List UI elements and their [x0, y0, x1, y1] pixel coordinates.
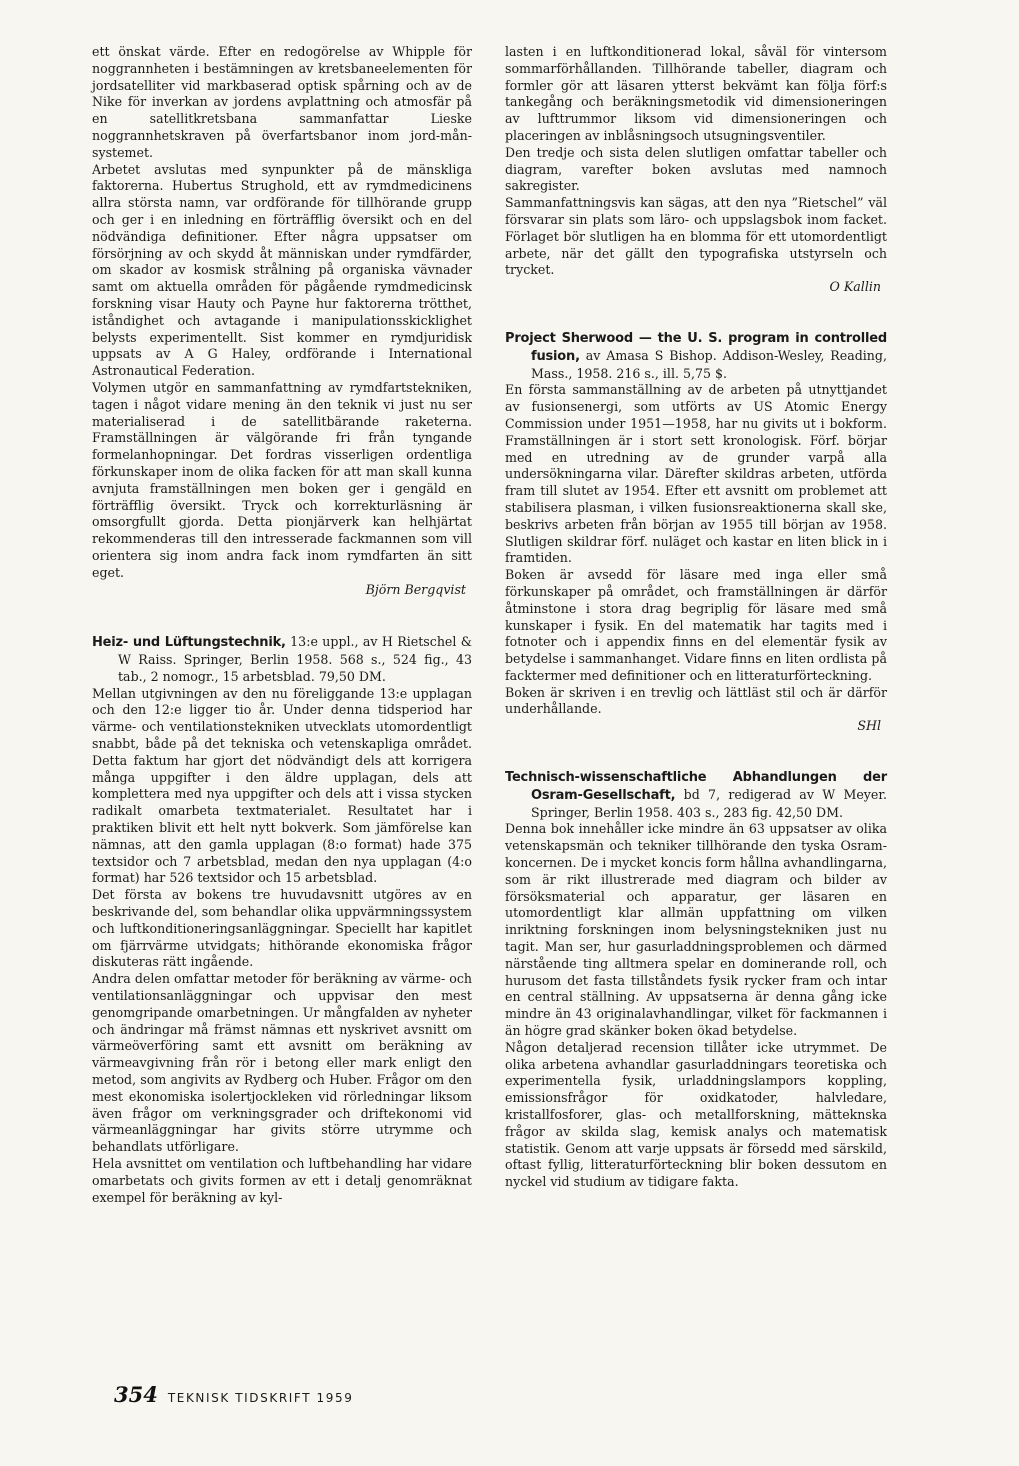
page-number: 354 — [114, 1382, 158, 1407]
reviewer-signature: O Kallin — [829, 279, 881, 295]
review-paragraph: Sammanfattningsvis kan sägas, att den nya ”Rietschel” väl försvarar sin plats som läro- och uppslagsbok inom facket. Förlaget bör slutligen ha en blomma för ett utomordentligt arbete, när det gällt den typografiska utstyrseln och trycket. — [505, 195, 887, 278]
article-continuation-paragraph: ett önskat värde. Efter en redogörelse av Whipple för noggrannheten i bestämningen av kretsbaneelementen för jordsatelliter vid markbaserad optisk spårning och av de Nike för inverkan av jordens avplattning och atmosfär på en satellitkretsbana sammanfattar Lieske noggrannhetskraven på överfartsbanor inom jord-mån-systemet. — [92, 44, 472, 160]
book-meta: av Amasa S Bishop. Addison-Wesley, Reading, Mass., 1958. 216 s., ill. 5,75 $. — [531, 347, 887, 381]
review-paragraph: Boken är skriven i en trevlig och lättläst stil och är därför underhållande. — [505, 684, 887, 717]
article-paragraph: Volymen utgör en sammanfattning av rymdfartstekniken, tagen i något vidare mening än den teknik vi just nu ser materialiserad i de satellitbärande raketerna. Framställningen är välgörande fri från tyngande formelanhopningar. Det fordras visserligen ordentliga förkunskaper inom de olika facken för att man skall kunna avnjuta framställningen men boken ger i gengäld en förträfflig översikt. Tryck och korrekturläsning är omsorgfullt gjorda. Detta pionjärverk kan helhjärtat rekommenderas till den intresserade fackmannen som vill orientera sig inom andra fack inom rymdfarten än sitt eget. — [92, 379, 472, 580]
review-paragraph: Andra delen omfattar metoder för beräkning av värme- och ventilationsanläggningar och uppvisar den mest genomgripande omarbetningen. Ur mångfalden av nyheter och ändringar må främst nämnas ett nyskrivet avsnitt om värmeöverföring samt ett avsnitt om beräkning av värmeavgivning från rör i betong eller mark enligt den metod, som angivits av Rydberg och Huber. Frågor om den mest ekonomiska isolertjockleken vid rörledningar liksom även frågor om verkningsgrader och driftekonomi vid värmeanläggningar har givits större utrymme och behandlats utförligare. — [92, 971, 472, 1155]
review-paragraph: Någon detaljerad recension tillåter icke utrymmet. De olika arbetena avhandlar gasurladdningars teoretiska och experimentella fysik, urladdningslampors koppling, emissionsfrågor för oxidkatoder, halvledare, kristallfosforer, glas- och metallforskning, mätteknska frågor av skilda slag, kemisk analys och matematisk statistik. Genom att varje uppsats är försedd med särskild, oftast fyllig, litteraturförteckning blir boken dessutom en nyckel vid studium av tidigare fakta. — [505, 1039, 887, 1190]
section-spacer — [505, 735, 887, 769]
reviewer-signature: Björn Bergqvist — [365, 581, 466, 597]
review-heiz-und-luftungstechnik — [92, 634, 472, 1206]
right-column — [505, 44, 887, 1191]
page-footer — [114, 1382, 354, 1407]
review-heading — [505, 330, 887, 382]
review-paragraph: Hela avsnittet om ventilation och luftbehandling har vidare omarbetats och givits formen av ett i detalj genomräknat exempel för beräkning av kyl- — [92, 1156, 472, 1205]
review-paragraph: Mellan utgivningen av den nu föreliggande 13:e upplagan och den 12:e ligger tio år. Under denna tidsperiod har värme- och ventilationstekniken utvecklats utomordentligt snabbt, både på det tekniska och vetenskapliga området. Detta faktum har gjort det nödvändigt dels att korrigera många uppgifter i den äldre upplagan, dels att komplettera med nya uppgifter och dels att i vissa stycken radikalt omarbeta textmaterialet. Resultatet har i praktiken blivit ett helt nytt bokverk. Som jämförelse kan nämnas, att den gamla upplagan (8:o format) hade 375 textsidor och 7 arbetsblad, medan den nya upplagan (4:o format) har 526 textsidor och 15 arbetsblad. — [92, 685, 472, 886]
review-paragraph: Den tredje och sista delen slutligen omfattar tabeller och diagram, varefter boken avslutas med namnoch sakregister. — [505, 144, 887, 194]
review-heading — [92, 634, 472, 685]
review-project-sherwood — [505, 330, 887, 735]
review-paragraph: Boken är avsedd för läsare med inga eller små förkunskaper på området, och framställningen är därför åtminstone i stora drag begriplig för läsare med små kunskaper i fysik. En del matematik har tagits med i fotnoter och i appendix finns en del elementär fysik av betydelse i sammanhanget. Vidare finns en liten ordlista på facktermer med definitioner och en litteraturförteckning. — [505, 567, 887, 683]
journal-name: TEKNISK TIDSKRIFT 1959 — [167, 1391, 354, 1405]
review-paragraph: En första sammanställning av de arbeten på utnyttjandet av fusionsenergi, som utförts av US Atomic Energy Commission under 1951—1958, har nu givits ut i bokform. Framställningen är i stort sett kronologisk. Förf. börjar med en utredning av de grunder varpå alla undersökningarna vilar. Därefter skildras arbeten, utförda fram till slutet av 1954. Efter ett avsnitt om problemet att stabilisera plasman, i vilken fusionsreaktionerna skall ske, beskrivs arbeten från början av 1955 till början av 1958. Slutligen skildrar förf. nuläget och kastar en liten blick in i framtiden. — [505, 382, 887, 566]
review-osram-abhandlungen — [505, 769, 887, 1191]
book-meta: 13:e uppl., av H Rietschel & W Raiss. Springer, Berlin 1958. 568 s., 524 fig., 43 tab., 2 nomogr., 15 arbetsblad. 79,50 DM. — [118, 634, 472, 684]
reviewer-signature: SHl — [857, 718, 881, 734]
book-title: Technisch-wissenschaftliche Abhandlungen der Osram-Gesellschaft, — [505, 770, 887, 803]
book-meta: bd 7, redigerad av W Meyer. Springer, Berlin 1958. 403 s., 283 fig. 42,50 DM. — [531, 786, 887, 820]
section-spacer — [92, 598, 472, 634]
section-spacer — [505, 296, 887, 330]
review-continuation-paragraph: lasten i en luftkonditionerad lokal, såväl för vintersom sommarförhållanden. Tillhörande tabeller, diagram och formler gör att läsaren ytterst bekvämt kan följa förf:s tankegång och beräkningsmetodik vid dimensioneringen av lufttrummor liksom vid dimensioneringen och placeringen av inblåsningsoch utsugningsventiler. — [505, 44, 887, 143]
review-paragraph: Denna bok innehåller icke mindre än 63 uppsatser av olika vetenskapsmän och tekniker tillhörande den tyska Osram-koncernen. De i mycket koncis form hållna avhandlingarna, som är rikt illustrerade med diagram och bilder av försöksmaterial och apparatur, ger läsaren en utomordentligt klar allmän uppfattning om vilken inriktning forskningen inom belysningstekniken just nu tagit. Man ser, hur gasurladdningsproblemen och därmed närstående ting alltmera spelar en dominerande roll, och hurusom det fasta tillståndets fysik rycker fram och intar en central ställning. Av uppsatserna är denna gång icke mindre än 43 originalavhandlingar, vilket för fackmannen i än högre grad skänker boken ökad betydelse. — [505, 821, 887, 1039]
left-column — [92, 44, 472, 1206]
book-title: Heiz- und Lüftungstechnik, — [92, 635, 286, 651]
review-heading — [505, 769, 887, 821]
review-paragraph: Det första av bokens tre huvudavsnitt utgöres av en beskrivande del, som behandlar olika uppvärmningssystem och luftkonditioneringsanläggningar. Speciellt har kapitlet om fjärrvärme utvidgats; hithörande ekonomiska frågor diskuteras rätt ingående. — [92, 887, 472, 970]
book-title: Project Sherwood — the U. S. program in controlled fusion, — [505, 330, 887, 364]
article-paragraph: Arbetet avslutas med synpunkter på de mänskliga faktorerna. Hubertus Strughold, ett av rymdmedicinens allra största namn, var ordförande för tillhörande grupp och ger i en inledning en förträfflig översikt och en del nödvändiga definitioner. Efter några uppsatser om försörjning av och skydd åt människan under rymdfärder, om skador av kosmisk strålning på organiska vävnader samt om aktuella områden för pågående rymdmedicinsk forskning visar Hauty och Payne hur faktorerna trötthet, iståndighet och avtagande i manipulationsskicklighet belysts experimentellt. Sist kommer en rymdjuridisk uppsats av A G Haley, ordförande i International Astronautical Federation. — [92, 161, 472, 379]
